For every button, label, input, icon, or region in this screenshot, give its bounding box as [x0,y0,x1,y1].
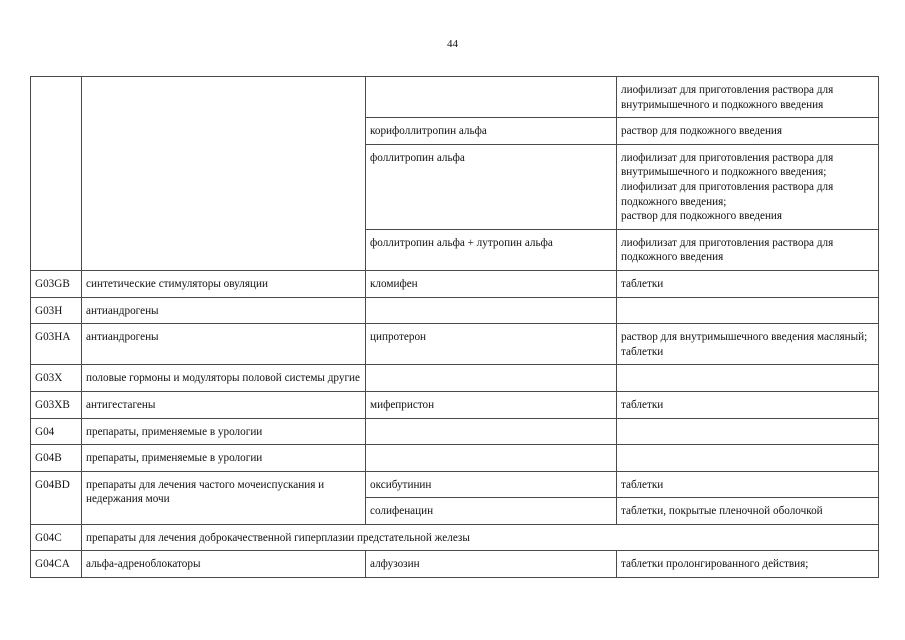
drug-name-cell [366,365,617,392]
atc-code-cell: G03GB [31,270,82,297]
dosage-form-cell: раствор для подкожного введения [617,118,879,145]
dosage-form-cell [617,365,879,392]
drug-name-cell: оксибутинин [366,471,617,498]
atc-code-cell: G04CA [31,551,82,578]
drug-name-cell: фоллитропин альфа [366,144,617,229]
group-cell: альфа-адреноблокаторы [82,551,366,578]
atc-code-cell: G03XB [31,391,82,418]
drug-name-cell: алфузозин [366,551,617,578]
group-cell [82,77,366,271]
atc-code-cell: G03H [31,297,82,324]
drug-name-cell [366,297,617,324]
group-cell: препараты для лечения частого мочеиспускания и недержания мочи [82,471,366,524]
drug-name-cell: солифенацин [366,498,617,525]
group-cell: половые гормоны и модуляторы половой системы другие [82,365,366,392]
atc-code-cell: G04 [31,418,82,445]
atc-code-cell [31,77,82,271]
dosage-form-cell [617,445,879,472]
group-cell: препараты, применяемые в урологии [82,445,366,472]
atc-code-cell: G03HA [31,324,82,365]
drug-name-cell: мифепристон [366,391,617,418]
atc-code-cell: G04C [31,524,82,551]
dosage-form-cell [617,418,879,445]
group-cell: антигестагены [82,391,366,418]
dosage-form-cell: лиофилизат для приготовления раствора для внутримышечного и подкожного введения; лиофилизат для приготовления раствора для подкожного введения; раствор для подкожного введения [617,144,879,229]
atc-code-cell: G03X [31,365,82,392]
page-number: 44 [447,38,458,50]
dosage-form-cell: лиофилизат для приготовления раствора для подкожного введения [617,229,879,270]
drug-name-cell: кломифен [366,270,617,297]
table-row [31,297,879,324]
drug-name-cell: ципротерон [366,324,617,365]
group-cell: антиандрогены [82,324,366,365]
atc-code-cell: G04BD [31,471,82,524]
table-row [31,418,879,445]
drug-name-cell [366,445,617,472]
group-cell: синтетические стимуляторы овуляции [82,270,366,297]
dosage-form-cell: таблетки [617,471,879,498]
table-row [31,391,879,418]
dosage-form-cell: лиофилизат для приготовления раствора для внутримышечного и подкожного введения [617,77,879,118]
dosage-form-cell: таблетки пролонгированного действия; [617,551,879,578]
dosage-form-cell [617,297,879,324]
table-row [31,270,879,297]
atc-code-cell: G04B [31,445,82,472]
table-row [31,365,879,392]
dosage-form-cell: таблетки [617,391,879,418]
table-row [31,445,879,472]
drug-name-cell [366,77,617,118]
group-cell: антиандрогены [82,297,366,324]
table-row [31,551,879,578]
table-row [31,471,879,498]
table-row [31,324,879,365]
dosage-form-cell: таблетки, покрытые пленочной оболочкой [617,498,879,525]
dosage-form-cell: раствор для внутримышечного введения масляный; таблетки [617,324,879,365]
drug-name-cell: корифоллитропин альфа [366,118,617,145]
drug-table [30,76,879,578]
drug-name-cell [366,418,617,445]
dosage-form-cell: таблетки [617,270,879,297]
table-row [31,524,879,551]
drug-name-cell: фоллитропин альфа + лутропин альфа [366,229,617,270]
group-cell: препараты, применяемые в урологии [82,418,366,445]
group-cell: препараты для лечения доброкачественной гиперплазии предстательной железы [82,524,879,551]
table-row [31,77,879,118]
